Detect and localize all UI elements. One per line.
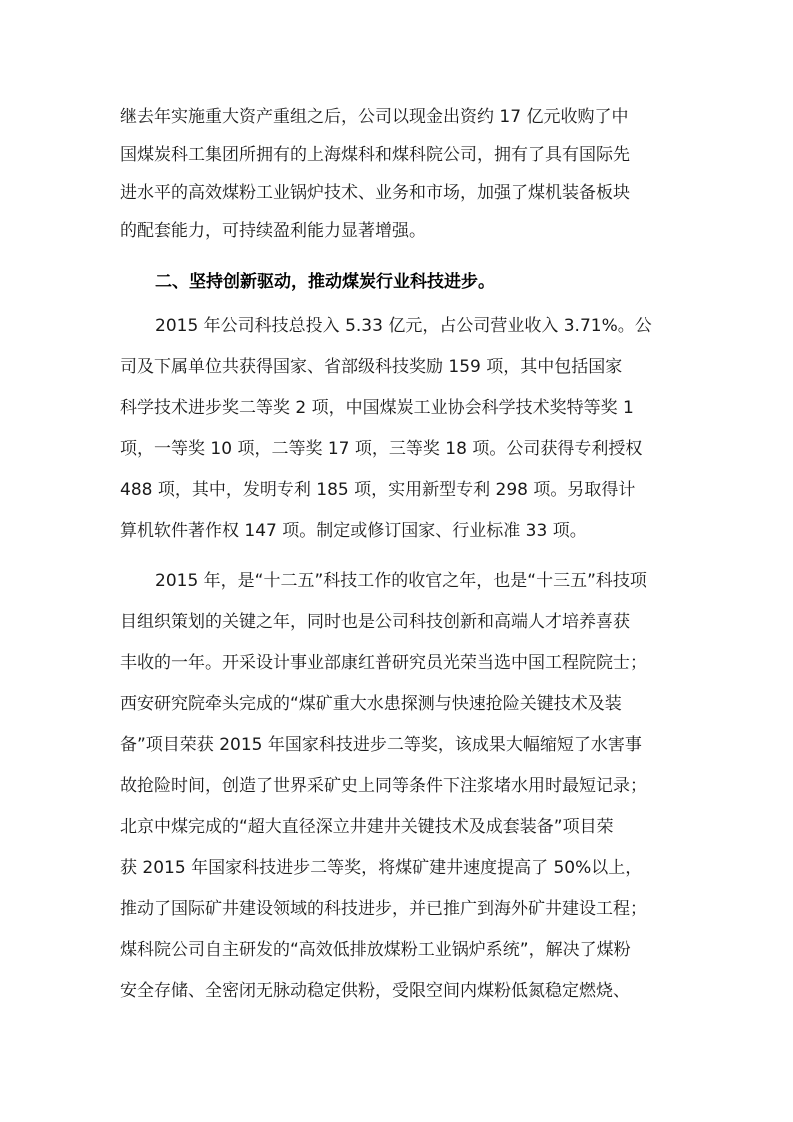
text-line: 的配套能力，可持续盈利能力显著增强。: [120, 221, 426, 241]
text-line: 北京中煤完成的“超大直径深立井建井关键技术及成套装备”项目荣: [120, 817, 614, 837]
text-line: 司及下属单位共获得国家、省部级科技奖励 159 项，其中包括国家: [120, 357, 623, 377]
text-line: 目组织策划的关键之年，同时也是公司科技创新和高端人才培养喜获: [120, 612, 630, 632]
text-line: 继去年实施重大资产重组之后，公司以现金出资约 17 亿元收购了中: [120, 107, 629, 127]
text-line: 2015 年，是“十二五”科技工作的收官之年，也是“十三五”科技项: [155, 571, 647, 591]
text-line: 备”项目荣获 2015 年国家科技进步二等奖，该成果大幅缩短了水害事: [120, 735, 642, 755]
text-line: 故抢险时间，创造了世界采矿史上同等条件下注浆堵水用时最短记录；: [120, 776, 647, 796]
text-line: 科学技术进步奖二等奖 2 项，中国煤炭工业协会科学技术奖特等奖 1: [120, 398, 634, 418]
text-line: 国煤炭科工集团所拥有的上海煤科和煤科院公司，拥有了具有国际先: [120, 145, 630, 165]
text-line: 算机软件著作权 147 项。制定或修订国家、行业标准 33 项。: [120, 521, 587, 541]
text-line: 获 2015 年国家科技进步二等奖，将煤矿建井速度提高了 50%以上，: [120, 858, 643, 878]
text-line: 进水平的高效煤粉工业锅炉技术、业务和市场，加强了煤机装备板块: [120, 183, 630, 203]
text-line: 2015 年公司科技总投入 5.33 亿元，占公司营业收入 3.71%。公: [155, 316, 652, 336]
text-line: 煤科院公司自主研发的“高效低排放煤粉工业锅炉系统”，解决了煤粉: [120, 940, 631, 960]
text-line: 丰收的一年。开采设计事业部康红普研究员光荣当选中国工程院院士；: [120, 653, 647, 673]
text-line: 推动了国际矿井建设领域的科技进步，并已推广到海外矿井建设工程；: [120, 899, 647, 919]
section-heading: 二、坚持创新驱动，推动煤炭行业科技进步。: [155, 272, 495, 292]
text-line: 488 项，其中，发明专利 185 项，实用新型专利 298 项。另取得计: [120, 480, 636, 500]
text-line: 西安研究院牵头完成的“煤矿重大水患探测与快速抢险关键技术及装: [120, 694, 622, 714]
text-line: 安全存储、全密闭无脉动稳定供粉，受限空间内煤粉低氮稳定燃烧、: [120, 981, 630, 1001]
text-line: 项，一等奖 10 项，二等奖 17 项，三等奖 18 项。公司获得专利授权: [120, 439, 643, 459]
